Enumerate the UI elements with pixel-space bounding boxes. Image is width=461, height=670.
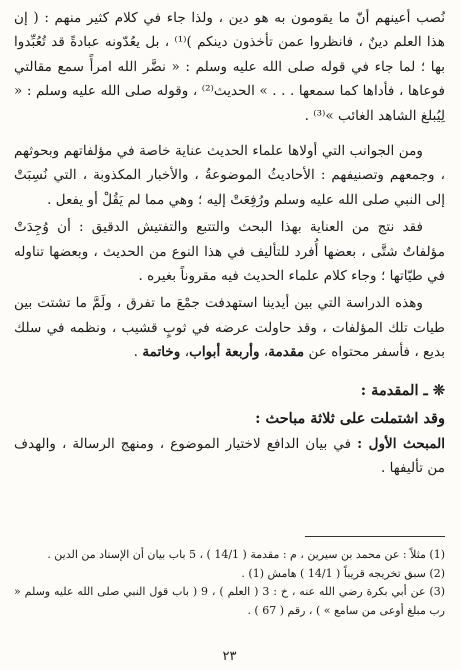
- paragraph-4-separator-2: ،: [184, 344, 190, 361]
- footnote-divider: [305, 536, 445, 537]
- footnote-1: (1) مثلاً : عن محمد بن سيرين ، م : مقدمة ( 14/1 ) ، 5 باب بيان أن الإسناد من الدين .: [47, 548, 445, 561]
- footnotes: [14, 546, 445, 620]
- first-topic-label: المبحث الأول :: [357, 435, 445, 452]
- paragraph-4-intro-term: مقدمة: [268, 344, 305, 361]
- paragraph-1: نُصب أعينهم أنّ ما يقومون به هو دين ، ولذا جاء في كلام كثير منهم : ( إن هذا العلم دينٌ ، فانظروا عمن تأخذون دينكم )⁽¹⁾ ، بل يعُدّونه عبادةً قد تُعُبِّدوا بها ؛ لما جاء في قوله صلى الله عليه وسلم : « نضَّر الله امرأً سمع مقالتي فوعاها ، فأداها كما سمعها . . . » الحديث⁽²⁾ ، وقوله صلى الله عليه وسلم : « لِيُبلغ الشاهد الغائب »⁽³⁾ .: [14, 10, 445, 124]
- section-subheading: وقد اشتملت على ثلاثة مباحث :: [255, 409, 445, 427]
- paragraph-4-text: وهذه الدراسة التي بين أيدينا استهدفت جمْعَ ما تفرق ، ولَمَّ ما تشتت بين طيات تلك المؤلفات ، وقد حاولت عرضه في ثوبٍ قشيب ، ونظمه في سلك بديع ، فأسفر محتواه عن: [14, 295, 446, 361]
- footnote-3: (3) عن أبي بكرة رضي الله عنه ، خ : 3 ( العلم ) ، 9 ( باب قول النبي صلى الله عليه وسلم « رب مبلغ أوعى من سامع » ) ، رقم ( 67 ) .: [14, 585, 446, 617]
- footnote-2: (2) سبق تخريجه قريباً ( 14/1 ) هامش (1) .: [241, 566, 445, 580]
- paragraph-4-conclusion-term: وخاتمة: [142, 344, 181, 361]
- first-topic-text: في بيان الدافع لاختيار الموضوع ، ومنهج الرسالة ، والهدف من تأليفها .: [14, 435, 445, 477]
- paragraph-2: ومن الجوانب التي أولاها علماء الحديث عناية خاصة في مؤلفاتهم وبحوثهم ، وجمعهم وتصنيفهم : الأحاديثُ الموضوعةُ ، والأخبار المكذوبة ، التي نُسِبَتْ إلى النبي صلى الله عليه وسلم ورُفِعَتْ إليه ؛ وهي مما لم يَقُلْ أو يفعل .: [14, 143, 445, 208]
- paragraph-3: فقد نتج من العناية بهذا البحث والتتبع والتفتيش الدقيق : أن وُجِدَتْ مؤلفاتٌ شتَّى ، بعضها أُفرد للتأليف في هذا النوع من الحديث ، وبعضها تناوله في طيّاتها ؛ وجاء كلام علماء الحديث فيه مقروناً بغيره .: [14, 219, 445, 285]
- section-heading: ❊ ـ المقدمة :: [360, 381, 445, 399]
- paragraph-4: [14, 291, 445, 364]
- paragraph-4-chapters-term: وأربعة أبواب: [189, 344, 260, 361]
- paragraph-4-separator-1: ،: [263, 344, 269, 361]
- paragraph-4-end: .: [133, 344, 138, 361]
- document-page: [14, 6, 445, 670]
- page-number: ٢٣: [222, 649, 237, 664]
- paragraph-5: [14, 432, 445, 481]
